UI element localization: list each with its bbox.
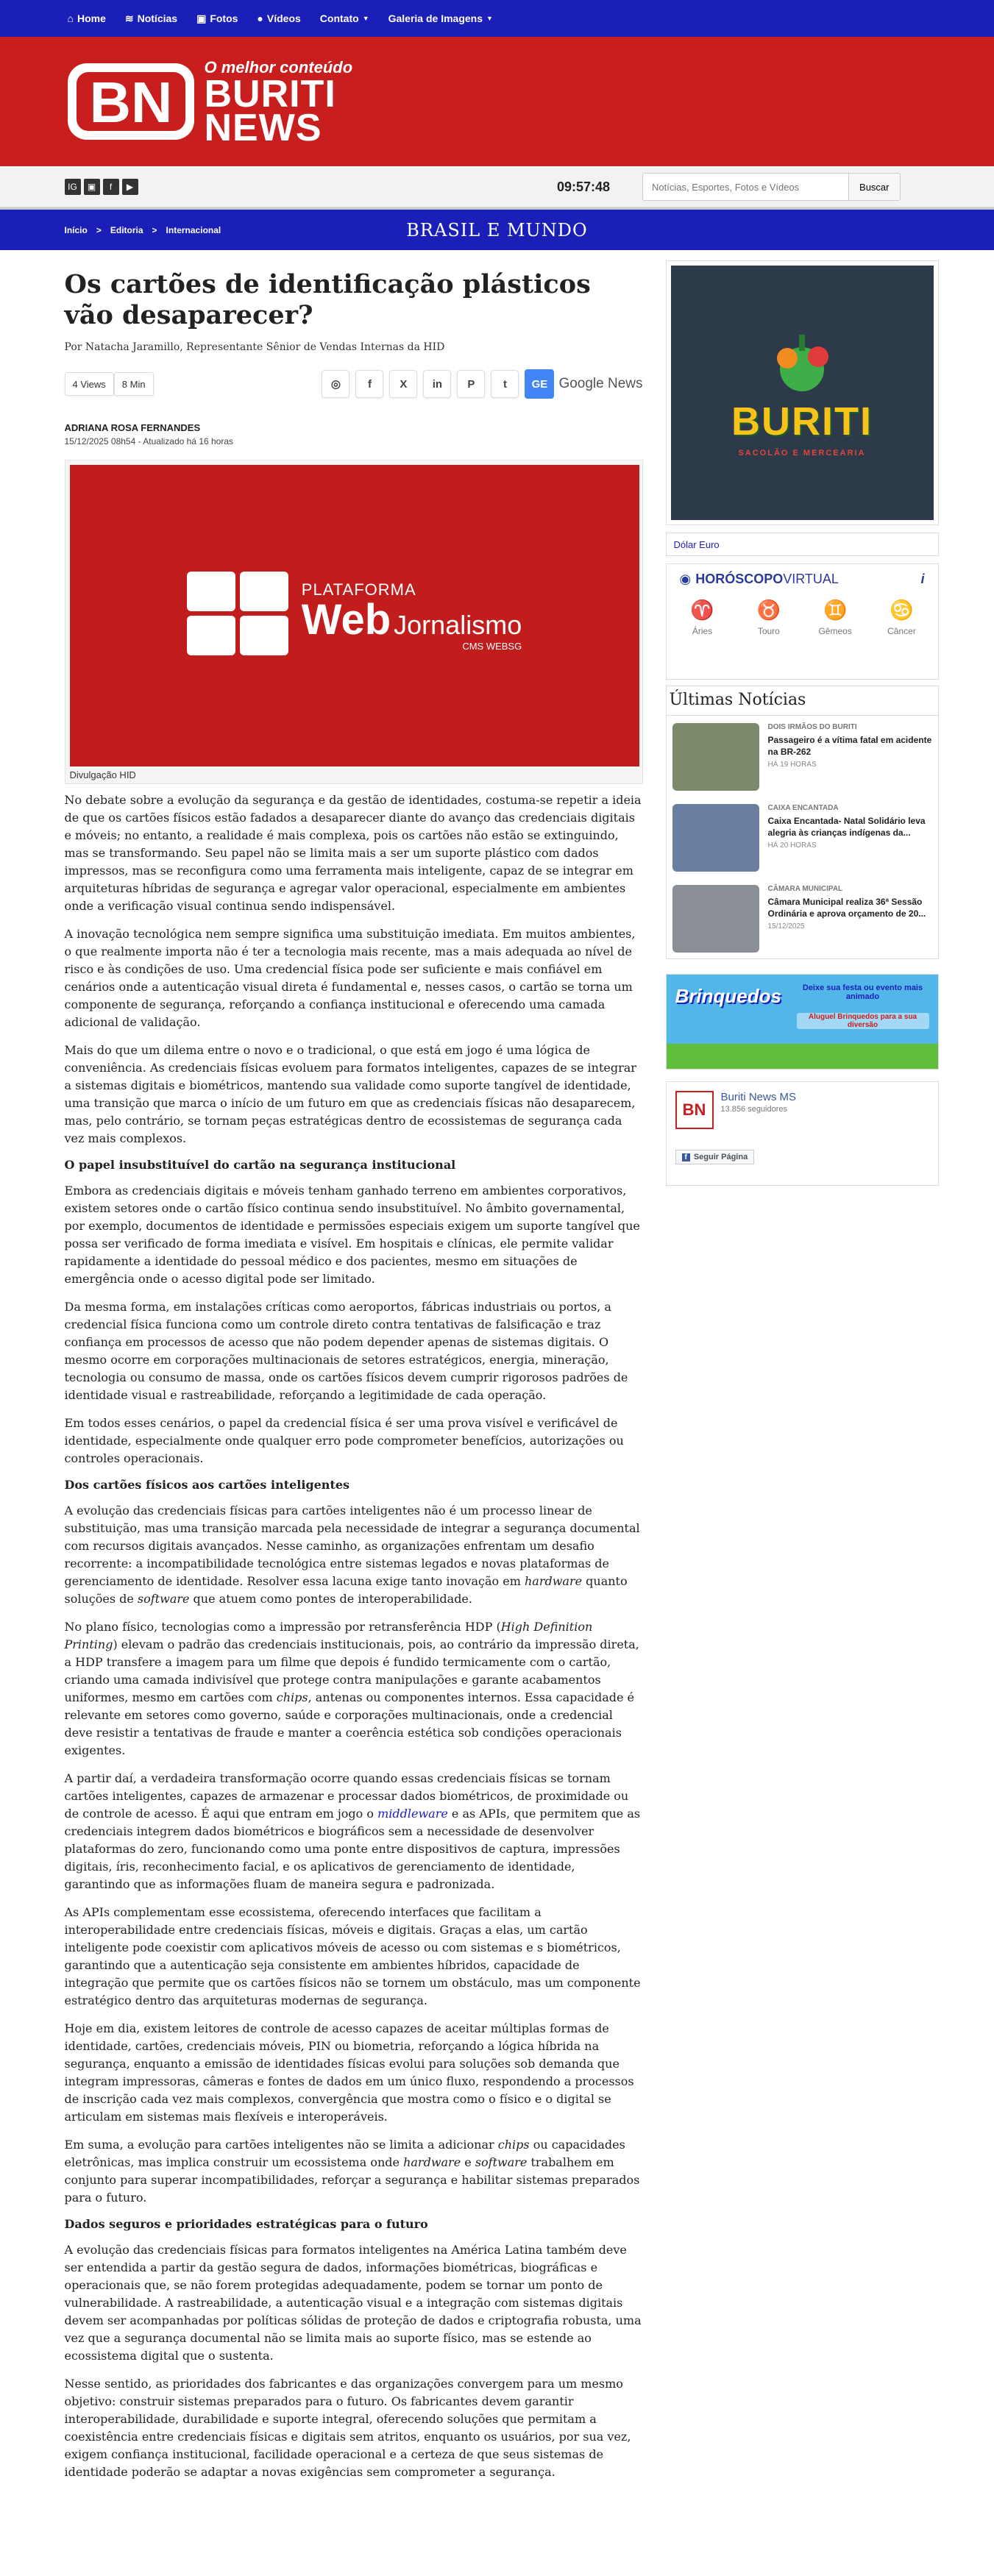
caret-down-icon: ▼ [486,15,493,22]
page-avatar: BN [675,1091,714,1129]
logo-name-1: BURITI [204,73,336,115]
facebook-widget [666,1081,939,1186]
logo-tagline: O melhor conteúdo [204,58,353,77]
article-body [65,791,643,2481]
sign-taurus[interactable]: ♉ Touro [746,599,792,636]
paragraph: No debate sobre a evolução da segurança e da gestão de identidades, costuma-se repetir a ideia de que os cartões físicos estão fadados a desaparecer diante do avanço das credenciais digitais e móveis; no entanto, a realidade é mais complexa, pois os cartões não estão se extinguindo, mas se transformando. Seu papel não se limita mais a ser um suporte plástico com dados impressos, mas se reconfigura como uma ferramenta mais inteligente, capaz de se integrar em arquiteturas híbridas de segurança e agregar valor operacional, especialmente em ambientes onde a verificação visual continua sendo indispensável. [64,793,642,913]
views-count: 4 Views [65,372,114,396]
paragraph: As APIs complementam esse ecossistema, oferecendo interfaces que facilitam a interoperabilidade entre credenciais físicas, móveis e digitais. Graças a elas, um cartão inteligente pode coexistir com aplicativos móveis de acesso ou com sistemas e s biométricos, garantindo que a autenticação seja consistente em ambientes híbridos, capacidade de integração que permite que os cartões físicos não se tornem um obstáculo, mas um componente estratégico dentro das arquiteturas modernas de segurança. [64,1905,641,2007]
sign-aries[interactable]: ♈ Áries [680,599,725,636]
ad2-title: Brinquedos [675,985,781,1007]
paragraph: Nesse sentido, as prioridades dos fabricantes e das organizações convergem para um mesmo objetivo: construir sistemas preparados para o futuro. Os fabricantes devem garantir interoperabilidade, durabilidade e suporte integral, oferecendo soluções que permitam a coexistência entre credenciais físicas e digitais sem atritos, enquanto os usuários, por sua vez, exigem confiança institucional, facilidade operacional e a certeza de que seus sistemas de identidade poderão se adaptar a novas exigências sem comprometer a segurança. [64,2377,631,2479]
share-buttons [322,370,519,398]
article-author: ADRIANA ROSA FERNANDES [64,422,201,433]
top-navigation [0,0,994,37]
utility-bar [0,166,994,207]
svg-text:BN: BN [89,70,172,135]
google-news-button[interactable]: GE Google News [525,369,642,399]
linkedin-icon[interactable]: in [423,370,451,398]
paragraph: No plano físico, tecnologias como a impressão por retransferência HDP (High Definition Printing) elevam o padrão das credenciais institucionais, pois, ao contrário da impressão direta, a HDP transfere a imagem para um filme que depois é fundido termicamente com o cartão, criando uma camada indivisível que protege contra manipulações e garante acabamentos uniformes, mesmo em cartões com chips, antenas ou componentes internos. Essa capacidade é relevante em setores como governo, saúde e corporações multinacionais, onde a credencial deve resistir a tentativas de fraude e manter a coerência estética sob condições operacionais exigentes. [64,1620,639,1757]
list-item[interactable]: CAIXA ENCANTADA Caixa Encantada- Natal Solidário leva alegria às crianças indígenas da... HÁ 20 HORAS [667,797,938,878]
subheading: Dados seguros e prioridades estratégicas para o futuro [64,2217,428,2231]
ad-sub: SACOLÃO E MERCEARIA [738,448,866,458]
currency-widget[interactable]: Dólar Euro [666,533,939,556]
paragraph: Mais do que um dilema entre o novo e o tradicional, o que está em jogo é uma lógica de conveniência. As credenciais físicas evoluem para formatos inteligentes, capazes de se integrar a sistemas digitais e biométricos, mantendo sua validade como suporte tangível de identidade, uma transição que marca o início de um futuro em que as credenciais físicas não desaparecem, mas, pelo contrário, se tornam peças estratégicas dentro de ecossistemas de segurança cada vez mais complexos. [64,1043,636,1145]
nav-galeria[interactable]: Galeria de Imagens ▼ [388,13,493,24]
latest-news-title: Últimas Notícias [667,686,938,716]
breadcrumb-editoria[interactable]: Editoria [110,224,143,235]
paragraph: Embora as credenciais digitais e móveis tenham ganhado terreno em ambientes corporativos, existem setores onde o cartão físico continua sendo insubstituível. No âmbito governamental, por exemplo, documentos de identidade e permissões especiais exigem um suporte tangível que possa ser verificado de forma imediata e visível. Em hospitais e clínicas, ele permite validar rapidamente a identidade do pessoal médico e dos pacientes, mesmo em situações de emergência onde o acesso digital pode ser limitado. [64,1184,640,1286]
hero-image [70,465,639,766]
subheading: Dos cartões físicos aos cartões inteligentes [64,1478,350,1492]
horoscope-title-bold: HORÓSCOPO [695,572,784,586]
social-links [65,179,138,195]
list-item[interactable]: CÂMARA MUNICIPAL Câmara Municipal realiza 36ª Sessão Ordinária e aprova orçamento de 20... 15/12/2025 [667,878,938,958]
article-date: 15/12/2025 08h54 - Atualizado há 16 horas [64,436,234,446]
facebook-icon[interactable]: f [103,179,119,195]
nav-noticias[interactable]: ≋ Notícias [124,12,178,24]
article-figure [65,460,643,784]
article-title: Os cartões de identificação plásticos vão desaparecer? [64,269,591,330]
facebook-icon: f [682,1153,690,1161]
site-logo[interactable] [65,57,353,149]
latest-news [666,686,939,959]
search-button[interactable]: Buscar [848,173,900,201]
breadcrumb: Início > Editoria > Internacional [64,224,221,235]
x-icon[interactable]: X [389,370,417,398]
hero-line4: CMS WEBSG [462,640,522,652]
article-byline: Por Natacha Jaramillo, Representante Sênior de Vendas Internas da HID [64,341,445,353]
horoscope-widget [666,563,939,680]
pinterest-icon[interactable]: P [457,370,485,398]
nav-contato[interactable]: Contato ▼ [319,13,369,24]
horoscope-logo-icon: ◉ [679,572,692,586]
instagram-icon[interactable]: IG [65,179,81,195]
article-stats [65,372,154,396]
section-title: BRASIL E MUNDO [406,219,588,241]
ad-brinquedos[interactable] [666,974,939,1070]
list-item[interactable]: DOIS IRMÃOS DO BURITI Passageiro é a vítima fatal em acidente na BR-262 HÁ 19 HORAS [667,716,938,797]
nav-fotos[interactable]: ▣ Fotos [196,12,238,24]
paragraph: A inovação tecnológica nem sempre significa uma substituição imediata. Em muitos ambientes, o que realmente importa não é ter a tecnologia mais recente, mas a mais adequada ao nível de risco e às condições de uso. Uma credencial física pode ser suficiente e mais confiável em cenários onde a autenticação visual direta é fundamental e, nesses casos, o cartão se torna um componente de segurança, reforçando a confiança institucional e oferecendo uma camada adicional de validação. [64,927,636,1029]
youtube-icon[interactable]: ▶ [122,179,138,195]
whatsapp-icon[interactable]: ◎ [322,370,349,398]
read-time: 8 Min [114,372,154,396]
brand-header [0,37,994,166]
sign-cancer[interactable]: ♋ Câncer [878,599,924,636]
section-bar [0,207,994,250]
image-caption: Divulgação HID [69,769,136,780]
caret-down-icon: ▼ [362,15,369,22]
facebook-icon[interactable]: f [355,370,383,398]
gemini-icon: ♊ [823,599,848,621]
paragraph: Em suma, a evolução para cartões inteligentes não se limita a adicionar chips ou capacidades eletrônicas, mas implica construir um ecossistema onde hardware e software trabalhem em conjunto para superar incompatibilidades, reforçar a segurança e habilitar sistemas preparados para o futuro. [64,2138,640,2205]
subheading: O papel insubstituível do cartão na segurança institucional [64,1158,456,1172]
search-input[interactable] [642,173,848,201]
sign-gemini[interactable]: ♊ Gêmeos [812,599,858,636]
article [65,260,643,2481]
search-form [642,173,900,201]
play-icon: ● [257,13,263,24]
paragraph: A evolução das credenciais físicas para formatos inteligentes na América Latina também deve ser entendida a partir da gestão segura de dados, informações biométricas, biográficas e operacionais que, se não forem protegidas adequadamente, podem se tornar um ponto de vulnerabilidade. A rastreabilidade, a autenticação visual e a integração com sistemas digitais devem ser acompanhadas por políticas sólidas de proteção de dados e criptografia robusta, uma vez que a segurança documental não se limita mais ao suporte físico, mas se estende ao ecossistema digital que o sustenta. [64,2243,642,2363]
home-icon: ⌂ [67,13,74,24]
ad2-offer: Aluguel Brinquedos para a sua diversão [797,1013,929,1029]
ad2-subtitle: Deixe sua festa ou evento mais animado [802,983,923,1001]
breadcrumb-home[interactable]: Início [64,224,88,235]
ad-buriti[interactable] [666,260,939,525]
paragraph: Em todos esses cenários, o papel da credencial física é ser uma prova visível e verificável de identidade, especialmente onde qualquer erro pode comprometer benefícios, autorizações ou controles operacionais. [64,1416,624,1465]
logo-name-2: NEWS [204,107,322,149]
news-thumbnail [672,723,759,791]
nav-home[interactable]: ⌂ Home [67,13,106,24]
paragraph: Hoje em dia, existem leitores de controle de acesso capazes de aceitar múltiplas formas de identidade, cartões, credenciais móveis, PIN ou biometria, reforçando a lógica híbrida na segurança, enquanto a emissão de identidades físicas evolui para soluções sob demanda que integram impressoras, câmeras e fontes de dados em um único fluxo, respondendo a processos de inscrição cada vez mais complexos, convergência que mostra como o físico e o digital se articulam em sistemas mais flexíveis e interoperáveis. [64,2021,634,2124]
taurus-icon: ♉ [756,599,781,621]
platform-logo-icon [187,572,293,660]
cancer-icon: ♋ [890,599,914,621]
paragraph: Da mesma forma, em instalações críticas como aeroportos, fábricas industriais ou portos, a credencial física funciona como um controle direto contra tentativas de falsificação e traz confiança em processos de acesso que não podem depender apenas de sistemas digitais. O mesmo ocorre em corporações multinacionais de setores estratégicos, energia, mineração, tecnologia ou consumo de massa, onde os cartões físicos devem cumprir rigorosos padrões de identidade visual e rastreabilidade, reforçando a legitimidade de cada operação. [64,1300,628,1402]
info-icon[interactable]: i [920,572,925,586]
horoscope-title-light: VIRTUAL [783,572,839,586]
camera-icon[interactable]: ▣ [84,179,100,195]
google-news-icon: GE [525,369,554,399]
tumblr-icon[interactable]: t [491,370,519,398]
paragraph: A partir daí, a verdadeira transformação ocorre quando essas credenciais físicas se tornam cartões inteligentes, capazes de armazenar e processar dados biométricos, de proximidade ou de controle de acesso. É aqui que entram em jogo o middleware e as APIs, que permitem que as credenciais integrem dados biométricos e biográficos sem a necessidade de desenvolver plataformas do zero, funcionando como uma ponte entre dispositivos de captura, impressões digitais, íris, reconhecimento facial, e os aplicativos de gerenciamento de identidade, garantindo que as informações fluam de maneira segura e padronizada. [64,1771,641,1891]
aries-icon: ♈ [690,599,714,621]
hero-line2: Web [301,595,391,644]
follow-page-button[interactable]: f Seguir Página [675,1150,755,1164]
news-thumbnail [672,804,759,872]
nav-videos[interactable]: ● Vídeos [257,13,301,24]
produce-icon [758,329,846,395]
paragraph: A evolução das credenciais físicas para cartões inteligentes não é um processo linear de substituição, mas uma transição marcada pela necessidade de integrar a segurança documental com recursos digitais avançados. Nesse caminho, as organizações enfrentam um desafio recorrente: a incompatibilidade tecnológica entre sistemas legados e novas plataformas de gerenciamento de identidade. Resolver essa lacuna exige tanto inovação em hardware quanto soluções de software que atuem como pontes de interoperabilidade. [64,1504,640,1606]
page-name[interactable]: Buriti News MS [720,1091,797,1103]
middleware-link[interactable]: middleware [377,1807,448,1821]
ad-brand: BURITI [731,399,873,444]
news-thumbnail [672,885,759,953]
clock: 09:57:48 [556,179,611,194]
hero-line3: Jornalismo [394,609,522,640]
rss-icon: ≋ [124,12,134,24]
logo-mark [65,57,197,146]
followers-count: 13.856 seguidores [720,1105,788,1114]
sidebar [666,260,939,2481]
breadcrumb-internacional[interactable]: Internacional [166,224,221,235]
hero-line1: PLATAFORMA [301,580,416,599]
camera-icon: ▣ [196,12,207,24]
